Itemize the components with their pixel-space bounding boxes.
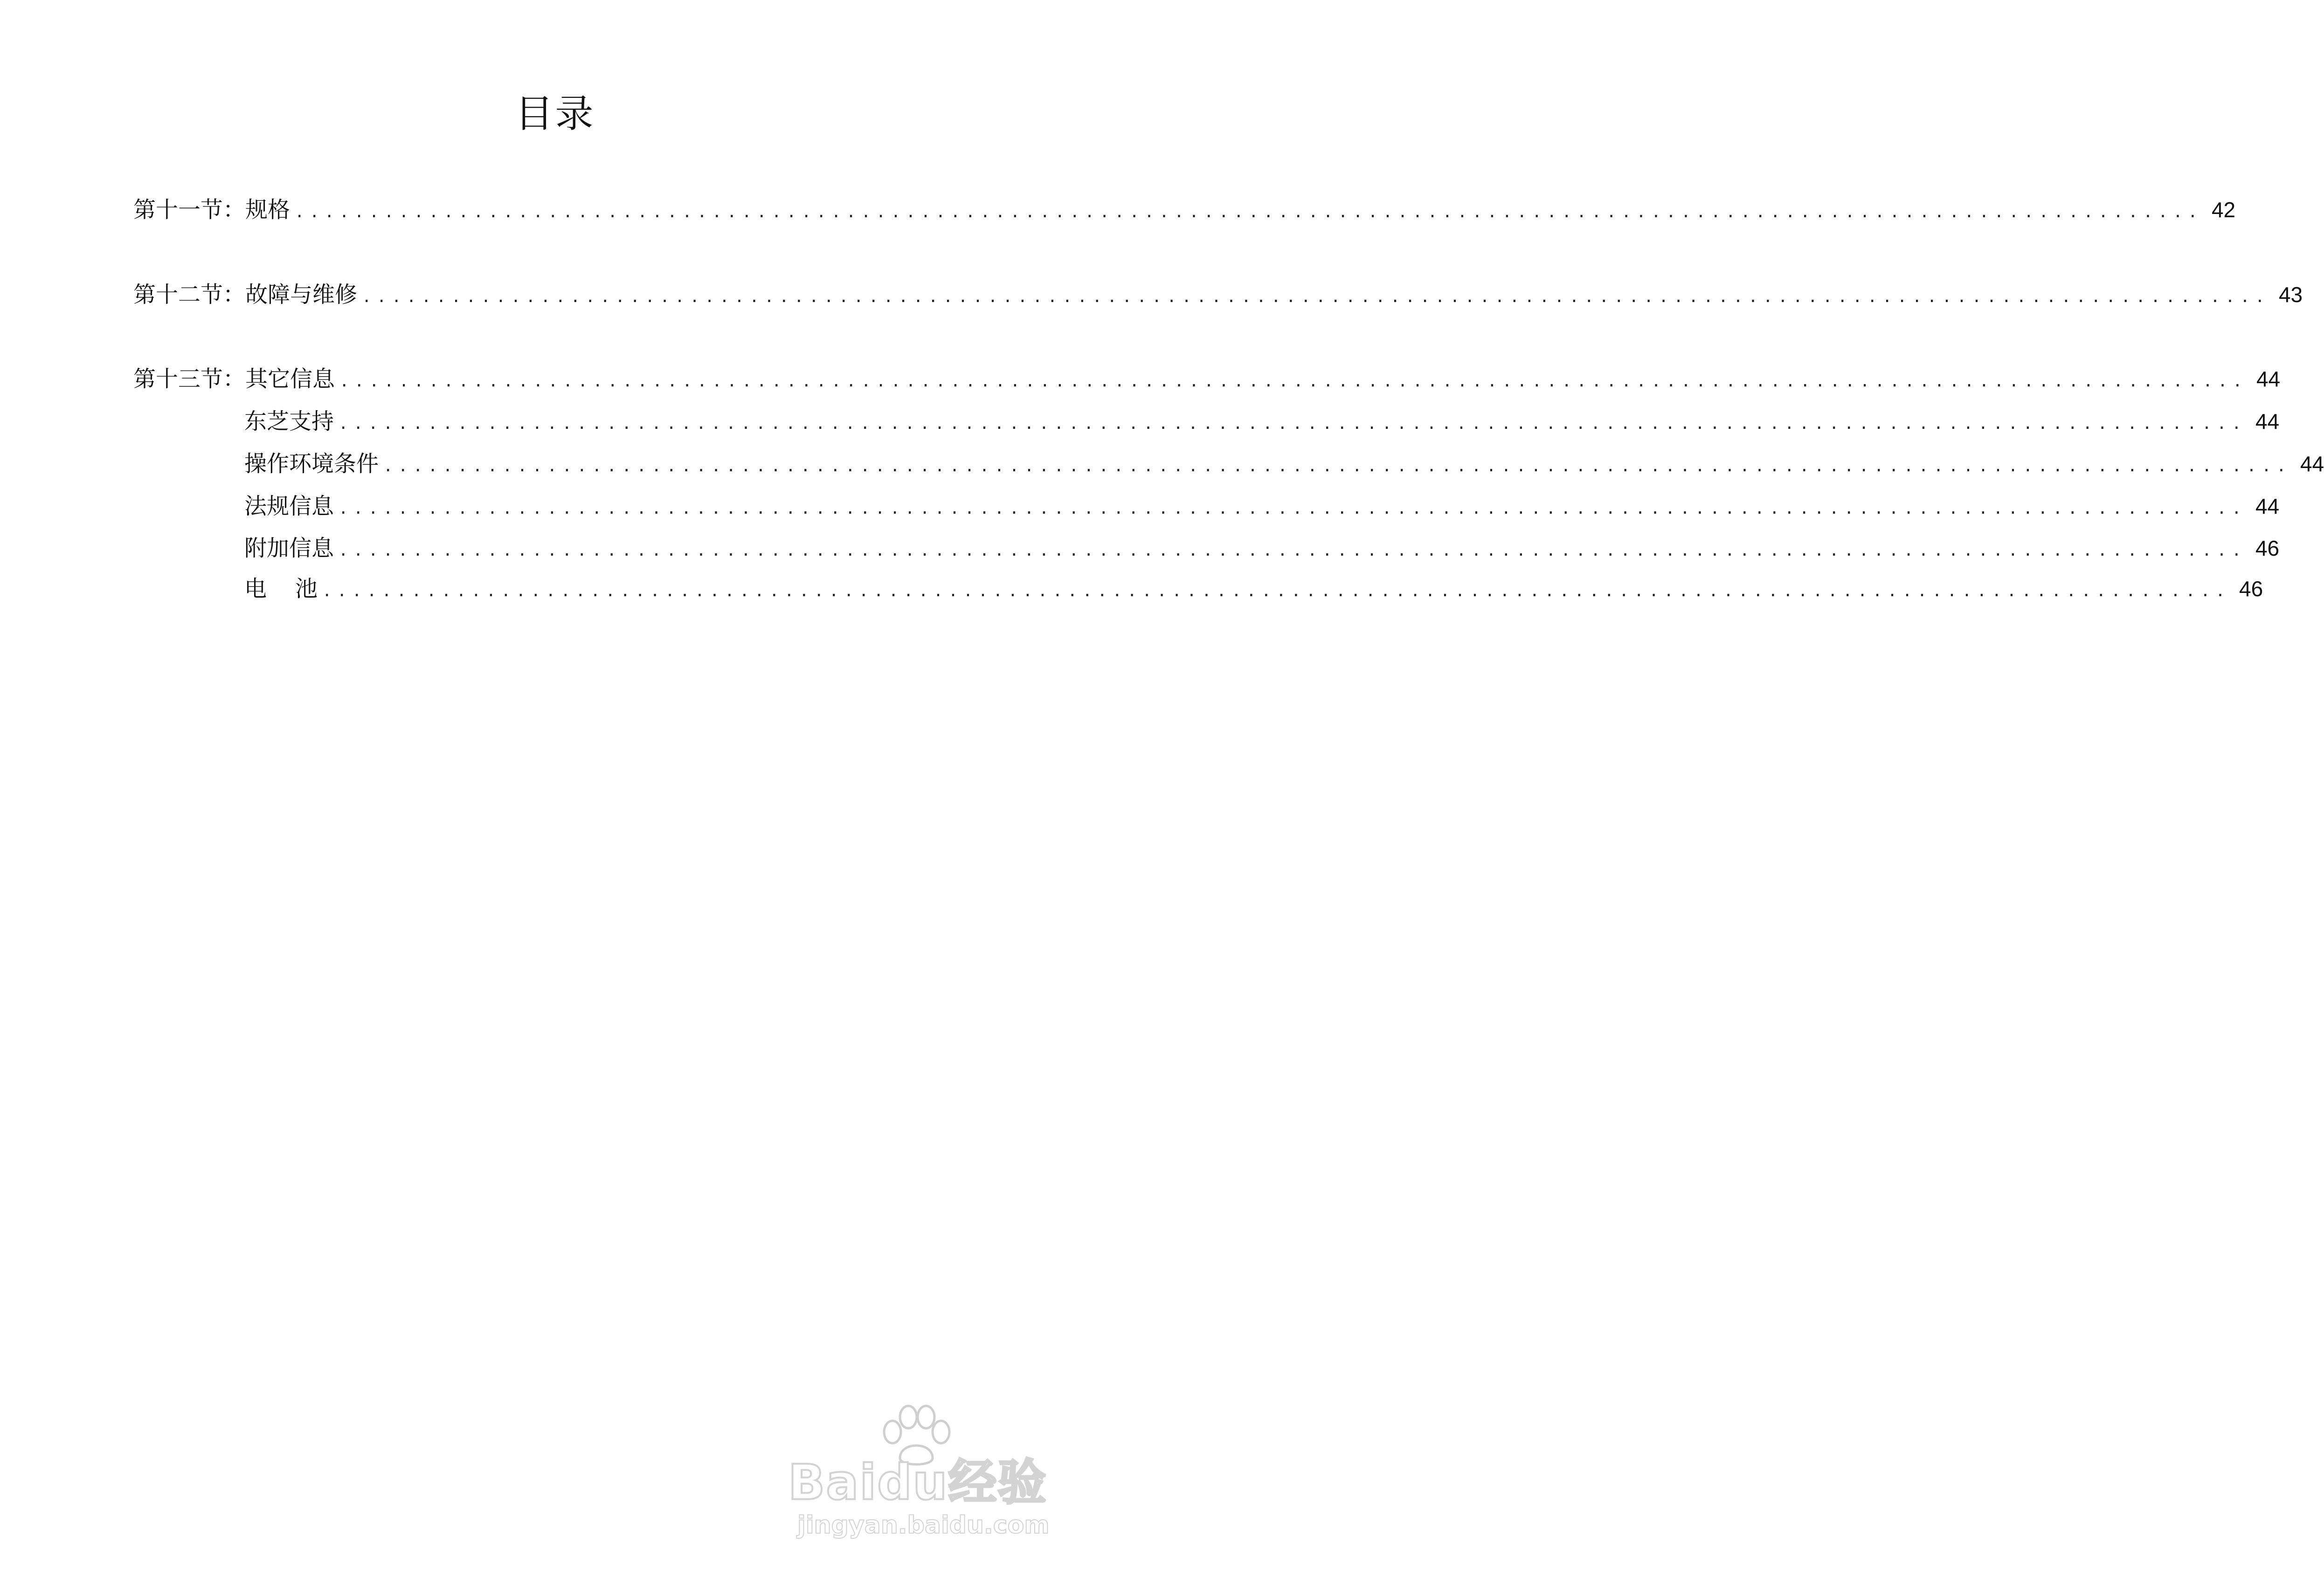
dot-leader: ................................................................................................................................: [383, 457, 2292, 475]
watermark-url: jingyan.baidu.com: [797, 1511, 1050, 1539]
dot-leader: ................................................................................................................................: [339, 541, 2247, 560]
toc-entry-page-number: 43: [2278, 282, 2303, 307]
toc-entry-label: 第十二节：故障与维修: [133, 282, 358, 308]
toc-entry-section-11[interactable]: [133, 193, 2236, 226]
toc-entry-page-number: 42: [2211, 198, 2236, 222]
toc-entry-label: 附加信息: [244, 535, 334, 561]
toc-entry-label: 第十三节：其它信息: [133, 366, 335, 392]
dot-leader: ................................................................................................................................: [322, 582, 2231, 600]
toc-entry-page-number: 44: [2255, 409, 2280, 434]
watermark-logo: Baidu经验: [788, 1454, 1047, 1511]
toc-entry-label: 电 池: [244, 576, 318, 602]
page-title: 目录: [515, 92, 595, 136]
dot-leader: ................................................................................................................................: [339, 414, 2247, 433]
toc-entry-section-13[interactable]: [133, 363, 2281, 395]
baidu-jingyan-watermark: [788, 1403, 1049, 1543]
toc-entry-label: 东芝支持: [244, 408, 334, 434]
dot-leader: ................................................................................................................................: [362, 288, 2270, 306]
toc-entry-label: 第十一节：规格: [133, 197, 290, 223]
toc-entry-page-number: 46: [2255, 536, 2280, 560]
toc-entry-page-number: 46: [2239, 577, 2263, 601]
toc-entry-page-number: 44: [2255, 494, 2280, 518]
toc-entry-toshiba-support[interactable]: [244, 405, 2280, 438]
toc-entry-operating-environment[interactable]: [244, 448, 2324, 480]
toc-entry-battery[interactable]: [244, 572, 2263, 605]
toc-entry-label: 操作环境条件: [244, 451, 379, 477]
dot-leader: ................................................................................................................................: [339, 372, 2248, 391]
dot-leader: ................................................................................................................................: [339, 499, 2247, 518]
toc-entry-section-12[interactable]: [133, 278, 2303, 311]
toc-entry-additional-info[interactable]: [244, 532, 2280, 565]
dot-leader: ................................................................................................................................: [295, 203, 2203, 221]
toc-entry-regulatory-info[interactable]: [244, 490, 2280, 523]
table-of-contents: [0, 0, 2324, 653]
toc-entry-page-number: 44: [2300, 452, 2324, 476]
toc-entry-page-number: 44: [2256, 367, 2281, 391]
toc-entry-label: 法规信息: [244, 493, 334, 519]
